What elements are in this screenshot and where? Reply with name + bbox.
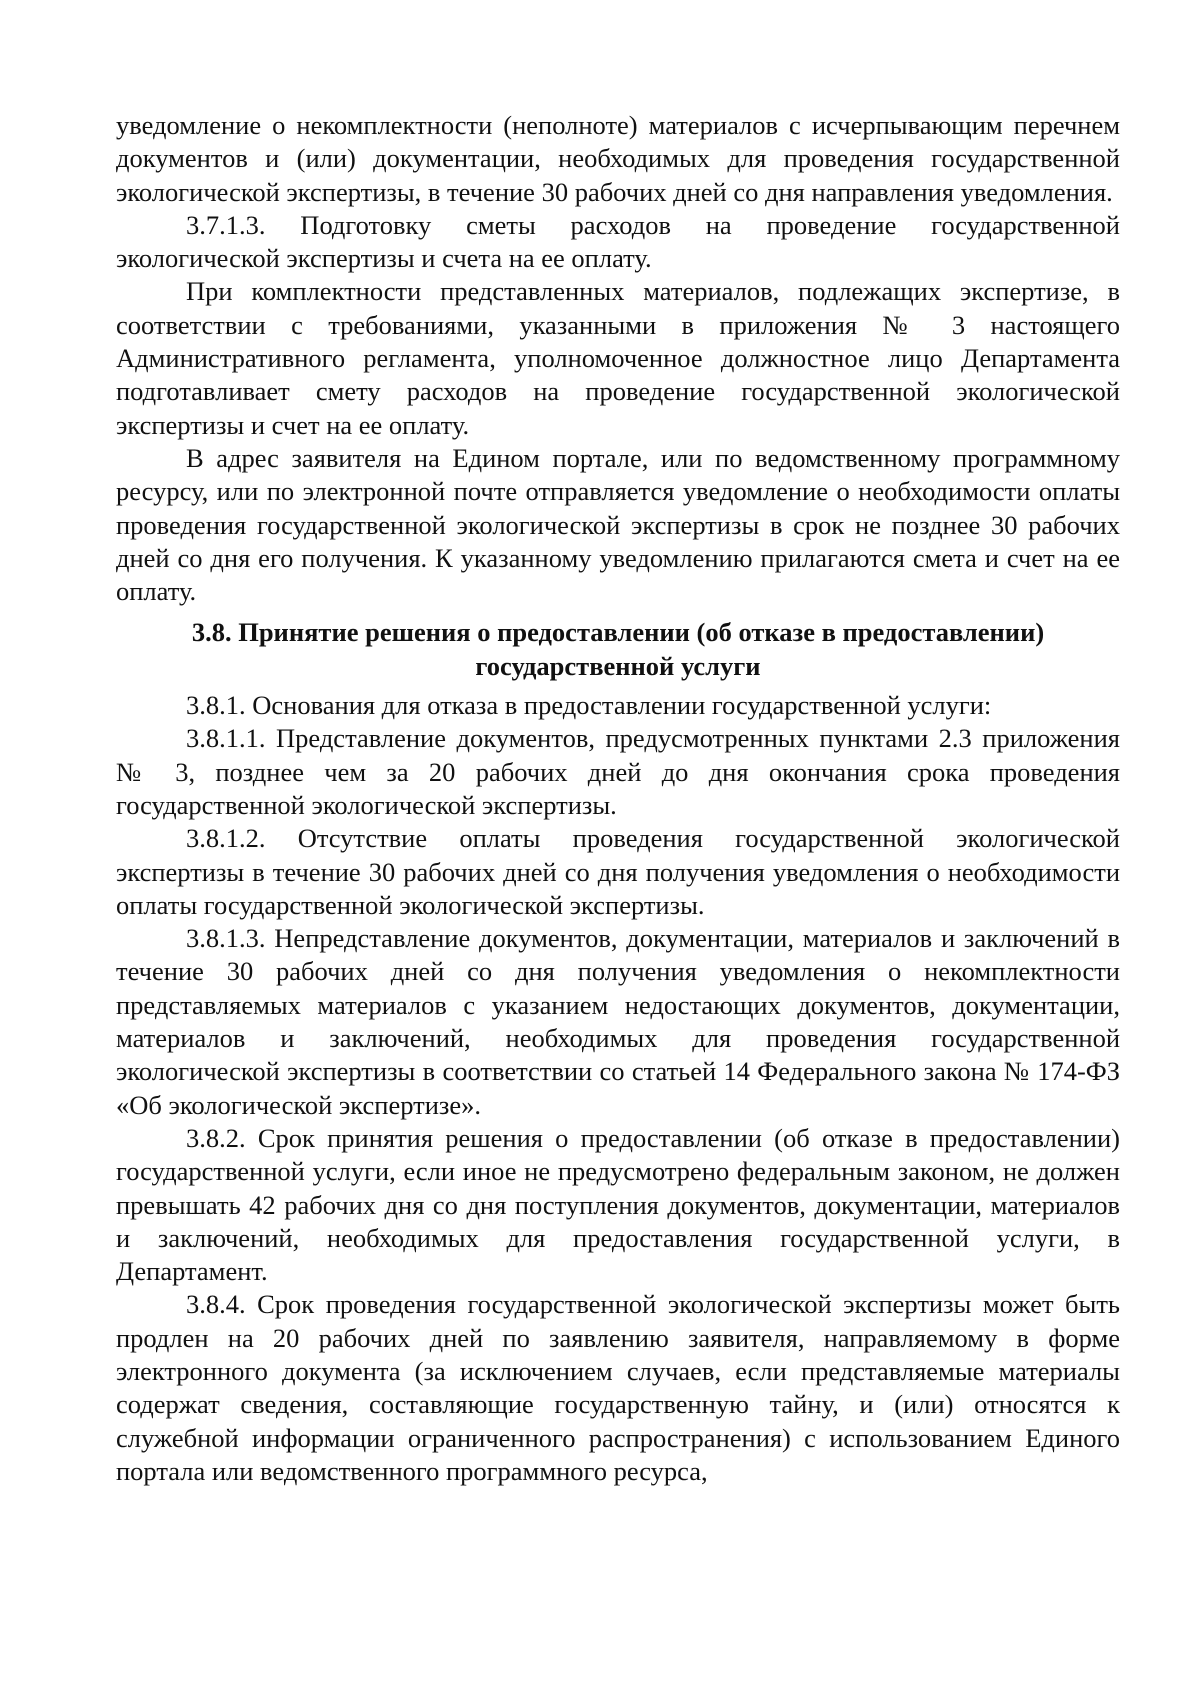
paragraph-3-8-2: 3.8.2. Срок принятия решения о предоставлении (об отказе в предоставлении) государственной услуги, если иное не предусмотрено федеральным законом, не должен превышать 42 рабочих дня со дня поступления документов, документации, материалов и заключений, необходимых для предоставления государственной услуги, в Департамент. xyxy=(116,1122,1120,1287)
paragraph-3-8-4: 3.8.4. Срок проведения государственной экологической экспертизы может быть продлен на 20 рабочих дней по заявлению заявителя, направляемому в форме электронного документа (за исключением случаев, если представляемые материалы содержат сведения, составляющие государственную тайну, и (или) относятся к служебной информации ограниченного распространения) с использованием Единого портала или ведомственного программного ресурса, xyxy=(116,1289,1120,1486)
section-heading-3-8 xyxy=(116,616,1120,683)
paragraph-payment-notice: В адрес заявителя на Едином портале, или по ведомственному программному ресурсу, или по электронной почте отправляется уведомление о необходимости оплаты проведения государственной экологической экспертизы в срок не позднее 30 рабочих дней со дня его получения. К указанному уведомлению прилагаются смета и счет на ее оплату. xyxy=(116,442,1120,607)
paragraph-3-7-1-3: 3.7.1.3. Подготовку сметы расходов на проведение государственной экологической экспертизы и счета на ее оплату. xyxy=(116,209,1120,274)
paragraph-notice-continuation: уведомление о некомплектности (неполноте) материалов с исчерпывающим перечнем документов и (или) документации, необходимых для проведения государственной экологической экспертизы, в течение 30 рабочих дней со дня направления уведомления. xyxy=(116,110,1120,207)
section-heading-line-1: 3.8. Принятие решения о предоставлении (об отказе в предоставлении) xyxy=(191,617,1045,648)
paragraph-completeness: При комплектности представленных материалов, подлежащих экспертизе, в соответствии с требованиями, указанными в приложения № 3 настоящего Административного регламента, уполномоченное должностное лицо Департамента подготавливает смету расходов на проведение государственной экологической экспертизы и счет на ее оплату. xyxy=(116,276,1120,440)
paragraph-3-8-1-1: 3.8.1.1. Представление документов, предусмотренных пунктами 2.3 приложения № 3, позднее чем за 20 рабочих дней до дня окончания срока проведения государственной экологической экспертизы. xyxy=(116,723,1120,820)
paragraph-3-8-1-2: 3.8.1.2. Отсутствие оплаты проведения государственной экологической экспертизы в течение 30 рабочих дней со дня получения уведомления о необходимости оплаты государственной экологической экспертизы. xyxy=(116,823,1120,920)
paragraph-3-8-1-3: 3.8.1.3. Непредставление документов, документации, материалов и заключений в течение 30 рабочих дней со дня получения уведомления о некомплектности представляемых материалов с указанием недостающих документов, документации, материалов и заключений, необходимых для проведения государственной экологической экспертизы в соответствии со статьей 14 Федерального закона № 174-ФЗ «Об экологической экспертизе». xyxy=(116,923,1120,1120)
paragraph-3-8-1: 3.8.1. Основания для отказа в предоставлении государственной услуги: xyxy=(186,690,992,721)
section-heading-line-2: государственной услуги xyxy=(475,650,761,681)
document-page xyxy=(116,109,1120,1488)
